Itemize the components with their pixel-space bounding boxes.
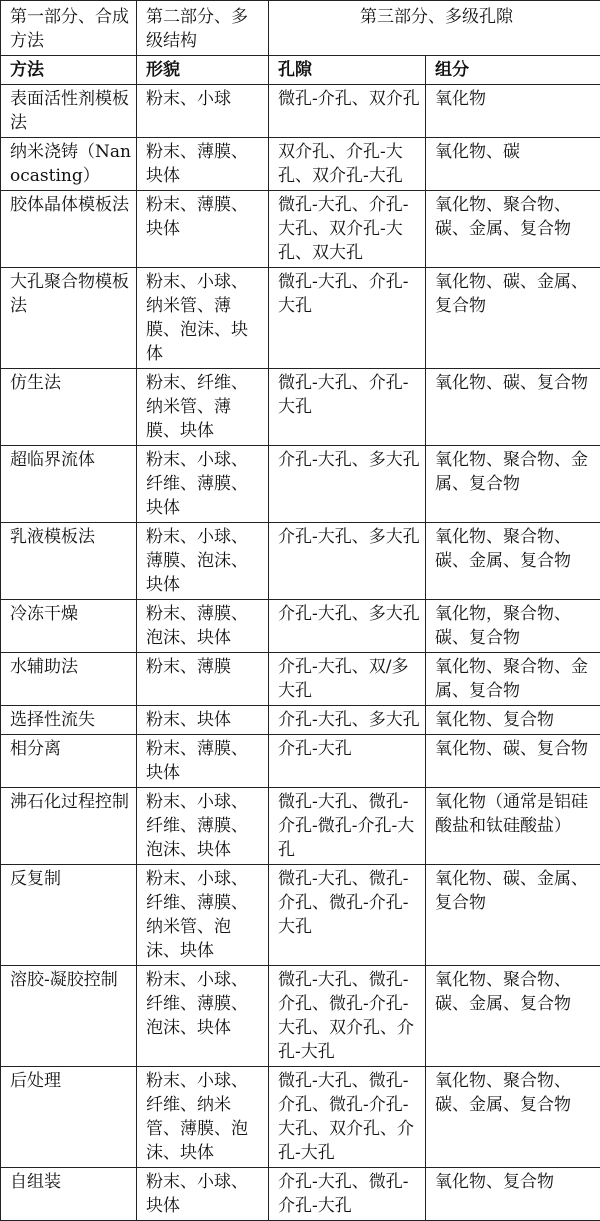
method-cell: 仿生法 bbox=[1, 369, 137, 446]
morphology-cell: 粉末、薄膜 bbox=[137, 653, 269, 706]
pore-cell: 介孔-大孔、多大孔 bbox=[269, 446, 426, 523]
table-row bbox=[1, 706, 600, 735]
method-cell: 超临界流体 bbox=[1, 446, 137, 523]
table-row bbox=[1, 653, 600, 706]
morphology-cell: 粉末、纤维、纳米管、薄膜、块体 bbox=[137, 369, 269, 446]
table-row bbox=[1, 600, 600, 653]
method-cell: 乳液模板法 bbox=[1, 523, 137, 600]
column-header-composition: 组分 bbox=[426, 56, 600, 85]
composition-cell: 氧化物、碳、复合物 bbox=[426, 735, 600, 788]
table-row bbox=[1, 966, 600, 1067]
composition-cell: 氧化物 bbox=[426, 85, 600, 138]
pore-cell: 微孔-介孔、双介孔 bbox=[269, 85, 426, 138]
table-row bbox=[1, 268, 600, 369]
pore-cell: 微孔-大孔、介孔-大孔 bbox=[269, 268, 426, 369]
method-cell: 胶体晶体模板法 bbox=[1, 191, 137, 268]
morphology-cell: 粉末、薄膜、块体 bbox=[137, 191, 269, 268]
composition-cell: 氧化物、聚合物、碳、金属、复合物 bbox=[426, 966, 600, 1067]
pore-cell: 微孔-大孔、微孔-介孔、微孔-介孔-大孔、双介孔、介孔-大孔 bbox=[269, 966, 426, 1067]
composition-cell: 氧化物（通常是铝硅酸盐和钛硅酸盐） bbox=[426, 788, 600, 865]
composition-cell: 氧化物、聚合物、金属、复合物 bbox=[426, 446, 600, 523]
morphology-cell: 粉末、块体 bbox=[137, 706, 269, 735]
method-cell: 表面活性剂模板法 bbox=[1, 85, 137, 138]
composition-cell: 氧化物、聚合物、碳、金属、复合物 bbox=[426, 1067, 600, 1168]
method-cell: 后处理 bbox=[1, 1067, 137, 1168]
table-row bbox=[1, 138, 600, 191]
composition-cell: 氧化物，聚合物、碳、复合物 bbox=[426, 600, 600, 653]
method-cell: 水辅助法 bbox=[1, 653, 137, 706]
morphology-cell: 粉末、薄膜、泡沫、块体 bbox=[137, 600, 269, 653]
morphology-cell: 粉末、小球、纤维、纳米管、薄膜、泡沫、块体 bbox=[137, 1067, 269, 1168]
table-row bbox=[1, 1067, 600, 1168]
pore-cell: 微孔-大孔、微孔-介孔、微孔-介孔-大孔、双介孔、介孔-大孔 bbox=[269, 1067, 426, 1168]
pore-cell: 介孔-大孔、微孔-介孔-大孔 bbox=[269, 1168, 426, 1221]
morphology-cell: 粉末、小球、纤维、薄膜、泡沫、块体 bbox=[137, 788, 269, 865]
method-cell: 选择性流失 bbox=[1, 706, 137, 735]
morphology-cell: 粉末、小球、纤维、薄膜、块体 bbox=[137, 446, 269, 523]
header-part3: 第三部分、多级孔隙 bbox=[269, 1, 600, 56]
method-cell: 大孔聚合物模板法 bbox=[1, 268, 137, 369]
composition-cell: 氧化物、碳、金属、复合物 bbox=[426, 865, 600, 966]
composition-cell: 氧化物、复合物 bbox=[426, 706, 600, 735]
table-row bbox=[1, 788, 600, 865]
pore-cell: 介孔-大孔、多大孔 bbox=[269, 706, 426, 735]
column-header-method: 方法 bbox=[1, 56, 137, 85]
method-cell: 相分离 bbox=[1, 735, 137, 788]
morphology-cell: 粉末、小球、块体 bbox=[137, 1168, 269, 1221]
table-row bbox=[1, 523, 600, 600]
header-part2: 第二部分、多级结构 bbox=[137, 1, 269, 56]
morphology-cell: 粉末、小球、薄膜、泡沫、块体 bbox=[137, 523, 269, 600]
table-row bbox=[1, 85, 600, 138]
pore-cell: 微孔-大孔、微孔-介孔-微孔-介孔-大孔 bbox=[269, 788, 426, 865]
table-row bbox=[1, 1168, 600, 1221]
table-row bbox=[1, 191, 600, 268]
table-header-row bbox=[1, 1, 600, 56]
table-subheader-row bbox=[1, 56, 600, 85]
pore-cell: 介孔-大孔 bbox=[269, 735, 426, 788]
morphology-cell: 粉末、小球、纳米管、薄膜、泡沫、块体 bbox=[137, 268, 269, 369]
composition-cell: 氧化物、碳 bbox=[426, 138, 600, 191]
column-header-morphology: 形貌 bbox=[137, 56, 269, 85]
method-cell: 反复制 bbox=[1, 865, 137, 966]
method-cell: 自组装 bbox=[1, 1168, 137, 1221]
header-part1: 第一部分、合成方法 bbox=[1, 1, 137, 56]
composition-cell: 氧化物、聚合物、碳、金属、复合物 bbox=[426, 523, 600, 600]
morphology-cell: 粉末、薄膜、块体 bbox=[137, 735, 269, 788]
morphology-cell: 粉末、小球、纤维、薄膜、纳米管、泡沫、块体 bbox=[137, 865, 269, 966]
pore-cell: 介孔-大孔、双/多大孔 bbox=[269, 653, 426, 706]
pore-cell: 微孔-大孔、微孔-介孔、微孔-介孔-大孔 bbox=[269, 865, 426, 966]
column-header-pore: 孔隙 bbox=[269, 56, 426, 85]
pore-cell: 介孔-大孔、多大孔 bbox=[269, 600, 426, 653]
method-cell: 溶胶-凝胶控制 bbox=[1, 966, 137, 1067]
morphology-cell: 粉末、薄膜、块体 bbox=[137, 138, 269, 191]
method-cell: 冷冻干燥 bbox=[1, 600, 137, 653]
pore-cell: 微孔-大孔、介孔-大孔 bbox=[269, 369, 426, 446]
table-row bbox=[1, 369, 600, 446]
composition-cell: 氧化物、聚合物、碳、金属、复合物 bbox=[426, 191, 600, 268]
table-row bbox=[1, 446, 600, 523]
composition-cell: 氧化物、复合物 bbox=[426, 1168, 600, 1221]
morphology-cell: 粉末、小球、纤维、薄膜、泡沫、块体 bbox=[137, 966, 269, 1067]
composition-cell: 氧化物、聚合物、金属、复合物 bbox=[426, 653, 600, 706]
composition-cell: 氧化物、碳、金属、复合物 bbox=[426, 268, 600, 369]
composition-cell: 氧化物、碳、复合物 bbox=[426, 369, 600, 446]
method-cell: 纳米浇铸（Nanocasting） bbox=[1, 138, 137, 191]
pore-cell: 介孔-大孔、多大孔 bbox=[269, 523, 426, 600]
morphology-cell: 粉末、小球 bbox=[137, 85, 269, 138]
table-row bbox=[1, 735, 600, 788]
table-row bbox=[1, 865, 600, 966]
method-cell: 沸石化过程控制 bbox=[1, 788, 137, 865]
pore-cell: 微孔-大孔、介孔-大孔、双介孔-大孔、双大孔 bbox=[269, 191, 426, 268]
pore-cell: 双介孔、介孔-大孔、双介孔-大孔 bbox=[269, 138, 426, 191]
